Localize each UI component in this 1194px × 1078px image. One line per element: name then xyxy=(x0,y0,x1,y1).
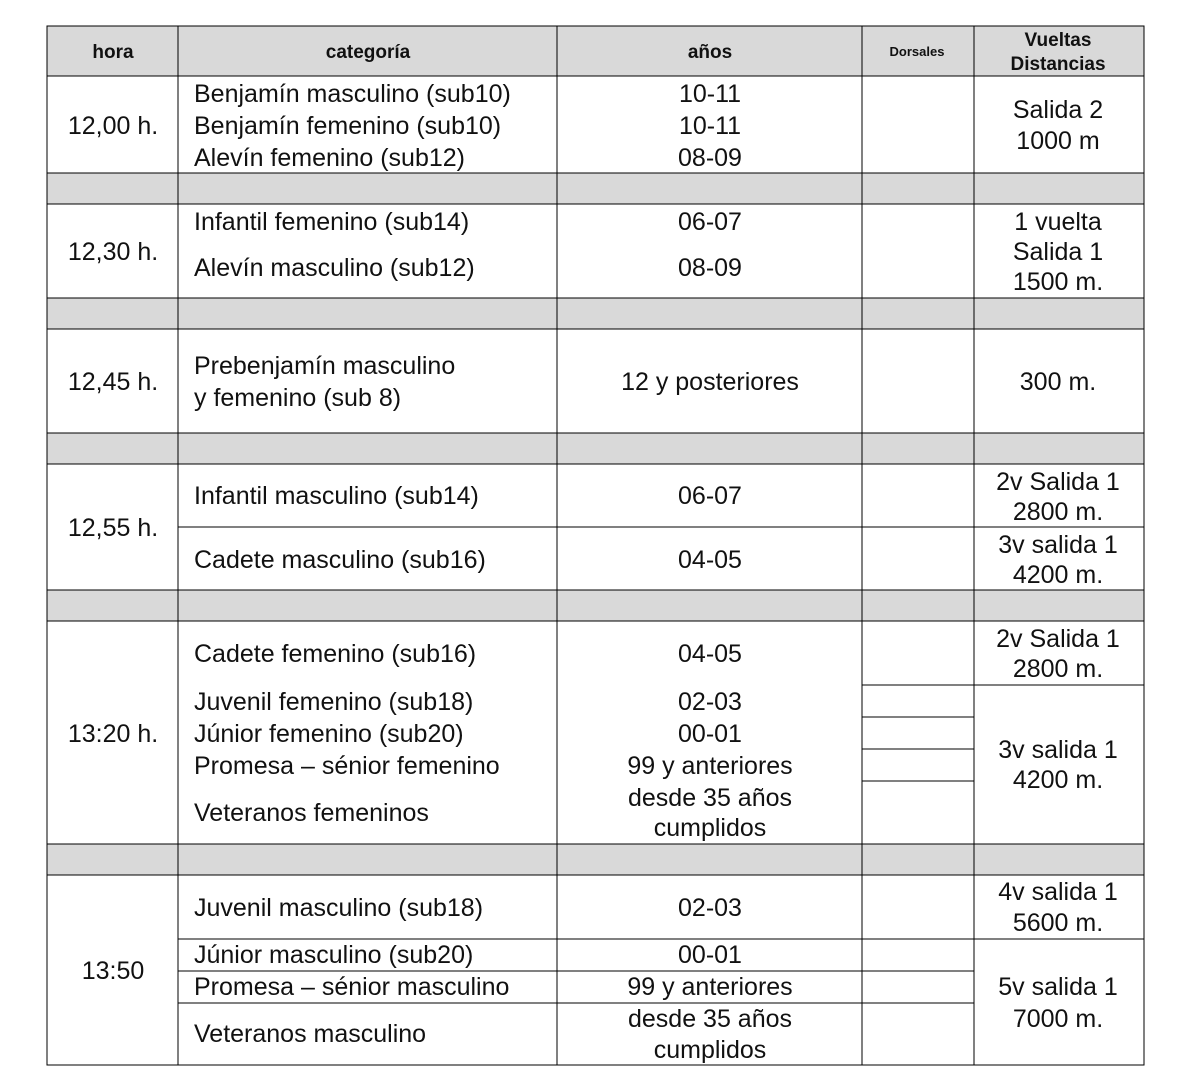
years-value: 04-05 xyxy=(678,640,742,668)
category-label: Veteranos femeninos xyxy=(194,799,429,827)
category-label: y femenino (sub 8) xyxy=(194,384,402,412)
years-value: desde 35 años xyxy=(627,1005,793,1033)
category-label: Alevín masculino (sub12) xyxy=(194,254,475,282)
category-label: Benjamín femenino (sub10) xyxy=(194,112,502,140)
distance-line: 3v salida 1 xyxy=(998,531,1118,559)
category-label: Promesa – sénior femenino xyxy=(194,752,500,780)
distance-line: Salida 2 xyxy=(1012,96,1104,124)
years-value: 10-11 xyxy=(678,80,742,108)
years-value: 06-07 xyxy=(678,482,742,510)
category-label: Prebenjamín masculino xyxy=(194,352,456,380)
header-dorsales: Dorsales xyxy=(889,44,945,59)
distance-line: 5600 m. xyxy=(1012,909,1104,937)
group-hora: 13:50 xyxy=(81,957,145,985)
distance-line: 1000 m xyxy=(1016,127,1100,155)
years-value: 08-09 xyxy=(678,254,742,282)
years-value: 02-03 xyxy=(678,894,742,922)
distance-line: 2800 m. xyxy=(1012,655,1104,683)
schedule-group xyxy=(68,468,1120,589)
category-label: Júnior femenino (sub20) xyxy=(194,720,464,748)
years-value: desde 35 años xyxy=(627,784,793,812)
category-label: Veteranos masculino xyxy=(194,1020,427,1048)
years-value: 99 y anteriores xyxy=(627,973,793,1001)
years-value: 00-01 xyxy=(678,941,742,969)
group-hora: 13:20 h. xyxy=(67,720,159,748)
distance-line: 1 vuelta xyxy=(1014,208,1102,236)
group-hora: 12,55 h. xyxy=(67,514,159,542)
distance-line: 5v salida 1 xyxy=(998,973,1118,1001)
years-value: 08-09 xyxy=(678,144,742,172)
header-distancias: Distancias xyxy=(1010,54,1106,75)
category-label: Benjamín masculino (sub10) xyxy=(194,80,511,108)
distance-line: 3v salida 1 xyxy=(998,736,1118,764)
distance-line: 2v Salida 1 xyxy=(996,468,1120,496)
header-categoria: categoría xyxy=(325,42,411,63)
distance-line: 1500 m. xyxy=(1012,268,1104,296)
distance-line: Salida 1 xyxy=(1012,238,1104,266)
category-label: Juvenil femenino (sub18) xyxy=(194,688,474,716)
distance-line: 4200 m. xyxy=(1012,766,1104,794)
years-value: 06-07 xyxy=(678,208,742,236)
schedule-group xyxy=(68,352,1096,412)
distance-line: 2v Salida 1 xyxy=(996,625,1120,653)
category-label: Cadete masculino (sub16) xyxy=(194,546,486,574)
years-value: 12 y posteriores xyxy=(621,368,799,396)
category-label: Infantil masculino (sub14) xyxy=(194,482,479,510)
schedule-group xyxy=(68,208,1103,296)
distance-line: 300 m. xyxy=(1019,368,1097,396)
category-label: Infantil femenino (sub14) xyxy=(194,208,470,236)
group-hora: 12,30 h. xyxy=(67,238,159,266)
distance-line: 2800 m. xyxy=(1012,498,1104,526)
years-value: 10-11 xyxy=(678,112,742,140)
category-label: Juvenil masculino (sub18) xyxy=(194,894,484,922)
group-hora: 12,00 h. xyxy=(67,112,159,140)
schedule-group xyxy=(68,625,1120,842)
years-value: cumplidos xyxy=(653,814,767,842)
distance-line: 7000 m. xyxy=(1012,1005,1104,1033)
years-value: 99 y anteriores xyxy=(627,752,793,780)
years-value: 00-01 xyxy=(678,720,742,748)
category-label: Cadete femenino (sub16) xyxy=(194,640,477,668)
group-hora: 12,45 h. xyxy=(67,368,159,396)
distance-line: 4200 m. xyxy=(1012,561,1104,589)
category-label: Alevín femenino (sub12) xyxy=(194,144,465,172)
years-value: 04-05 xyxy=(678,546,742,574)
category-label: Júnior masculino (sub20) xyxy=(194,941,474,969)
header-vueltas: Vueltas xyxy=(1024,30,1092,51)
schedule-group xyxy=(68,80,1103,172)
years-value: 02-03 xyxy=(678,688,742,716)
years-value: cumplidos xyxy=(653,1036,767,1064)
header-hora: hora xyxy=(92,42,134,63)
header-anos: años xyxy=(687,42,733,63)
distance-line: 4v salida 1 xyxy=(998,878,1118,906)
category-label: Promesa – sénior masculino xyxy=(194,973,510,1001)
